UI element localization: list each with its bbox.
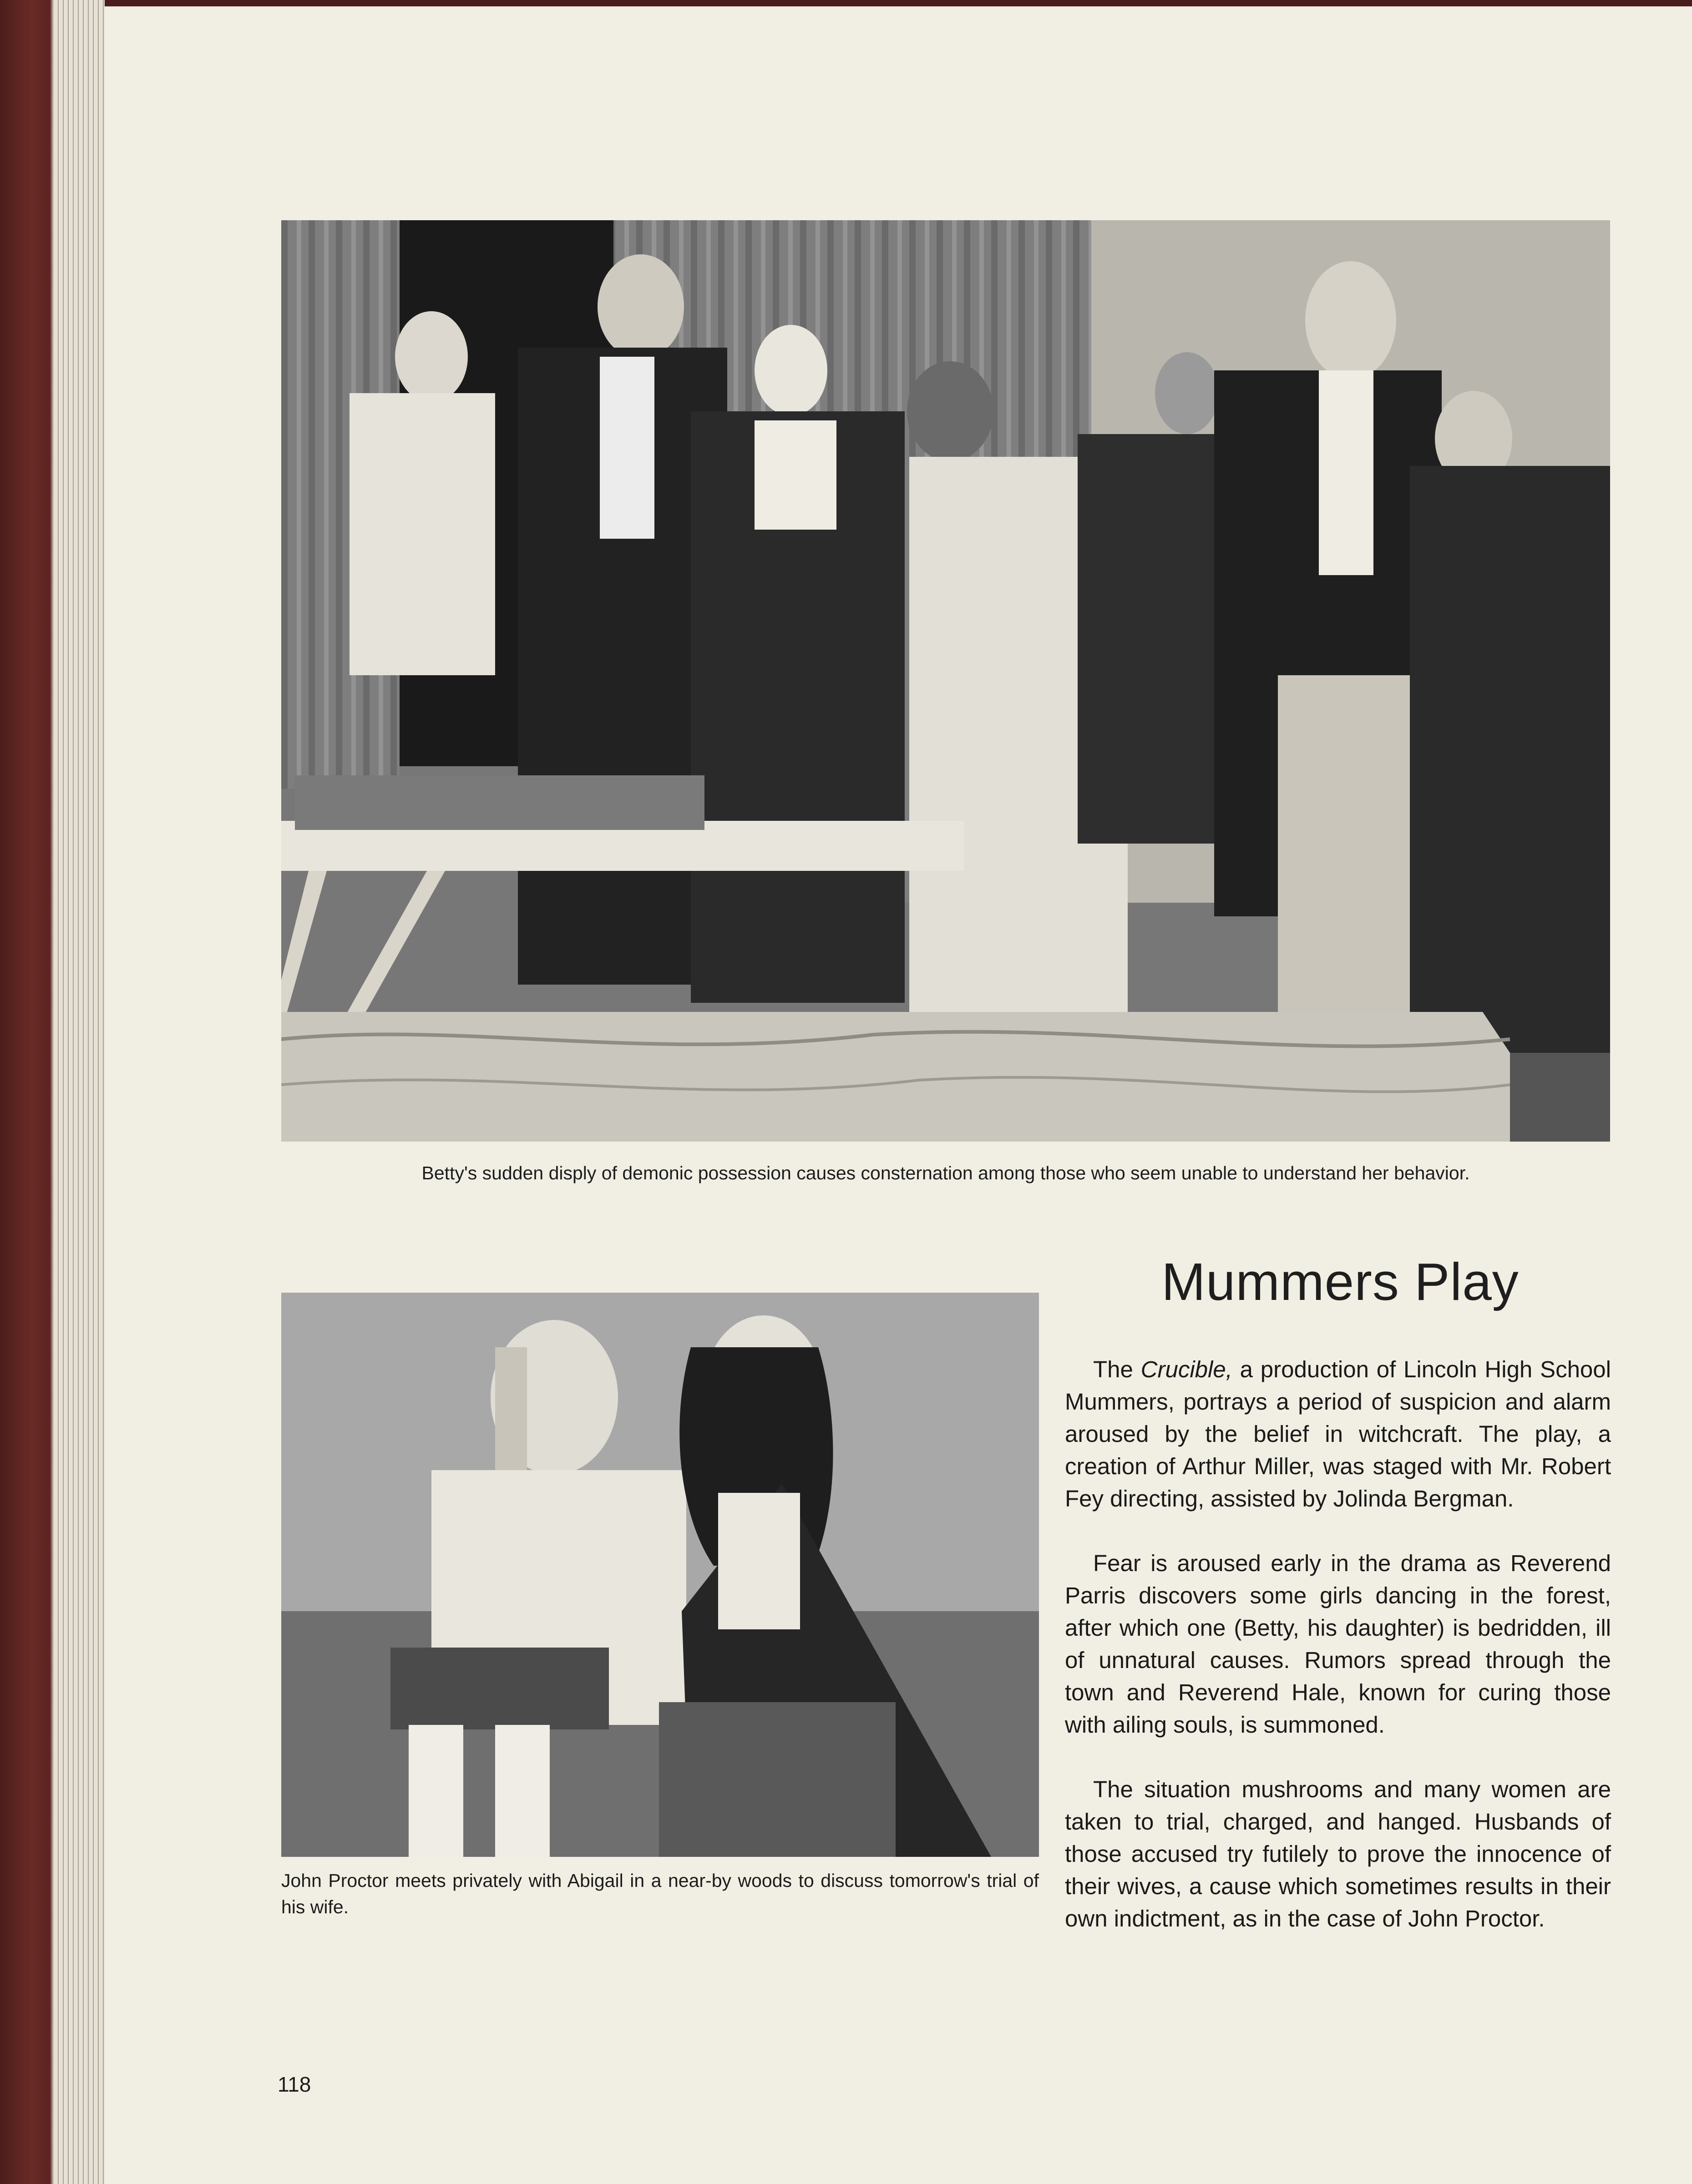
yearbook-page [105,6,1692,2184]
article-body [1065,1353,1611,1967]
article-paragraph-1 [1065,1353,1611,1515]
stage-scene-photo [281,220,1610,1142]
stage-scene-illustration [281,220,1610,1142]
article-paragraph-3: The situation mushrooms and many women are taken to trial, charged, and hanged. Husbands of those accused try futilely to prove the innocence of their wives, a cause which sometimes results in their own indictment, as in the case of John Proctor. [1065,1776,1611,1931]
paragraph-1-rest: a production of Lincoln High School Mummers, portrays a period of suspicion and alarm aroused by the belief in witchcraft. The play, a creation of Arthur Miller, was staged with Mr. Robert Fey directing, assisted by Jolinda Bergman. [1065,1356,1611,1512]
article-title: Mummers Play [1161,1252,1519,1311]
paragraph-1-lead: The [1093,1356,1141,1382]
play-title-italic: Crucible, [1140,1356,1232,1382]
top-photo-caption: Betty's sudden disply of demonic possession causes consternation among those who seem unable to understand her behavior. [421,1163,1470,1183]
article-paragraph-2: Fear is aroused early in the drama as Reverend Parris discovers some girls dancing in the forest, after which one (Betty, his daughter) is bedridden, ill of unnatural causes. Rumors spread through the town and Reverend Hale, known for curing those with ailing souls, is summoned. [1065,1550,1611,1738]
proctor-abigail-photo [281,1293,1039,1857]
proctor-abigail-illustration [281,1293,1039,1857]
page-number: 118 [278,2073,311,2096]
page-edges [54,0,105,2184]
bottom-photo-caption: John Proctor meets privately with Abigail in a near-by woods to discuss tomorrow's trial of his wife. [281,1870,1039,1917]
